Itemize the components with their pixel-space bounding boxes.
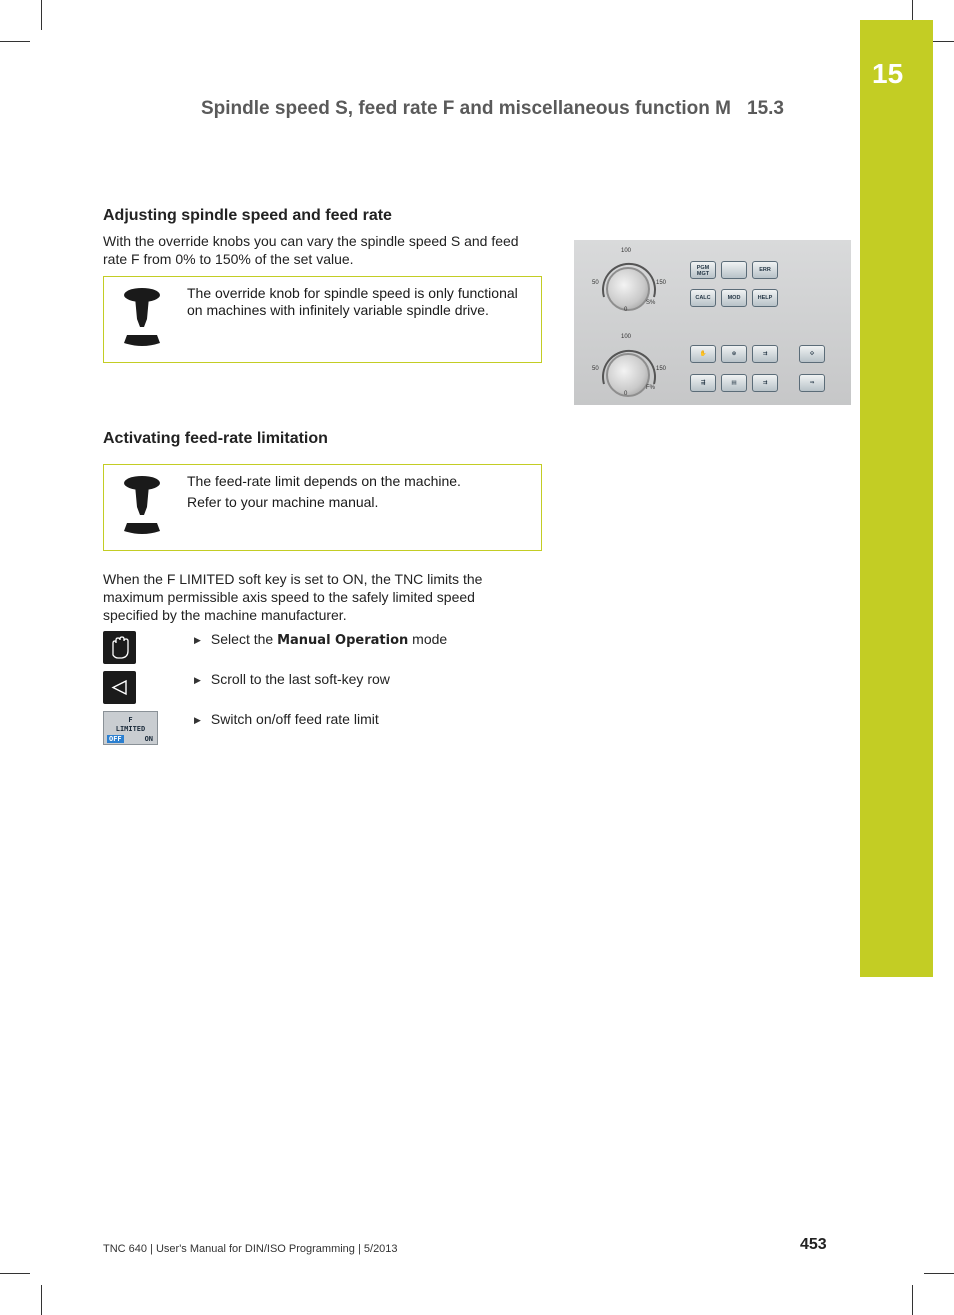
chapter-tab: [860, 20, 933, 977]
machine-manual-icon: [122, 475, 162, 535]
manual-operation-key-icon: [103, 631, 136, 664]
page-number: 453: [800, 1236, 827, 1253]
running-header: [201, 98, 784, 120]
page-footer: TNC 640 | User's Manual for DIN/ISO Programming | 5/2013: [103, 1243, 398, 1255]
body-line: When the F LIMITED soft key is set to ON, the TNC limits the: [103, 571, 483, 587]
knob-label: S%: [646, 300, 656, 306]
full-sequence-key[interactable]: ▤: [721, 374, 747, 392]
control-panel-image: [574, 240, 851, 405]
mod-button[interactable]: MOD: [721, 289, 747, 307]
triangle-left-icon: [103, 671, 136, 704]
calc-button[interactable]: CALC: [690, 289, 716, 307]
bullet-triangle-icon: ▶: [194, 675, 201, 685]
bullet-triangle-icon: ▶: [194, 715, 201, 725]
note-line: on machines with infinitely variable spindle drive.: [187, 302, 489, 318]
spindle-override-knob[interactable]: [606, 267, 650, 311]
softkey-on-state: ON: [144, 735, 153, 743]
body-line: specified by the machine manufacturer.: [103, 607, 347, 623]
note-text: [187, 285, 537, 319]
section-intro: [103, 232, 553, 268]
chapter-number: 15: [872, 58, 904, 89]
note-line: The override knob for spindle speed is only functional: [187, 285, 518, 301]
machine-note-box: [103, 464, 542, 551]
softkey-row-left-key-icon: [103, 671, 136, 704]
programming-key[interactable]: ⇒: [799, 374, 825, 392]
step-scroll-softkeys: ▶ Scroll to the last soft-key row: [194, 671, 390, 687]
crop-mark: [924, 1273, 954, 1274]
running-header-title: Spindle speed S, feed rate F and miscellaneous function M: [201, 98, 731, 119]
bullet-triangle-icon: ▶: [194, 635, 201, 645]
knob-tick: 100: [621, 334, 632, 340]
intro-line: rate F from 0% to 150% of the set value.: [103, 251, 354, 267]
handwheel-key[interactable]: ⊛: [721, 345, 747, 363]
knob-tick: 0: [624, 391, 628, 397]
single-block-key[interactable]: ⇶: [690, 374, 716, 392]
note-text: [187, 473, 537, 515]
crop-mark: [0, 41, 30, 42]
section-body: [103, 570, 553, 624]
feed-override-knob[interactable]: [606, 353, 650, 397]
manual-operation-key[interactable]: ✋: [690, 345, 716, 363]
crop-mark: [912, 1285, 913, 1315]
knob-tick: 150: [656, 280, 667, 286]
knob-tick: 100: [621, 248, 632, 254]
crop-mark: [41, 0, 42, 30]
machine-note-box: [103, 276, 542, 363]
crop-mark: [41, 1285, 42, 1315]
crop-mark: [0, 1273, 30, 1274]
running-header-section: 15.3: [747, 98, 784, 119]
knob-tick: 150: [656, 366, 667, 372]
knob-tick: 0: [624, 307, 628, 313]
help-button[interactable]: HELP: [752, 289, 778, 307]
pgm-mgt-button[interactable]: PGM MGT: [690, 261, 716, 279]
step-select-manual: ▶ Select the Manual Operation mode: [194, 631, 448, 648]
note-line: Refer to your machine manual.: [187, 494, 379, 510]
hand-icon: [103, 631, 136, 664]
body-line: maximum permissible axis speed to the safely limited speed: [103, 589, 475, 605]
machine-manual-icon: [122, 287, 162, 347]
blank-button[interactable]: [721, 261, 747, 279]
knob-tick: 50: [592, 280, 599, 286]
positioning-key[interactable]: ⇉: [752, 345, 778, 363]
f-limited-softkey[interactable]: F LIMITED OFF ON: [103, 711, 158, 745]
program-test-key[interactable]: ⟐: [799, 345, 825, 363]
err-button[interactable]: ERR: [752, 261, 778, 279]
softkey-off-state: OFF: [109, 735, 122, 743]
step-toggle-limit: ▶ Switch on/off feed rate limit: [194, 711, 379, 727]
run-key[interactable]: ⇉: [752, 374, 778, 392]
note-line: The feed-rate limit depends on the machine.: [187, 473, 461, 489]
section-heading-feed-limit: Activating feed-rate limitation: [103, 430, 328, 447]
knob-label: F%: [646, 385, 655, 391]
intro-line: With the override knobs you can vary the spindle speed S and feed: [103, 233, 519, 249]
section-heading-spindle: Adjusting spindle speed and feed rate: [103, 207, 392, 224]
knob-tick: 50: [592, 366, 599, 372]
